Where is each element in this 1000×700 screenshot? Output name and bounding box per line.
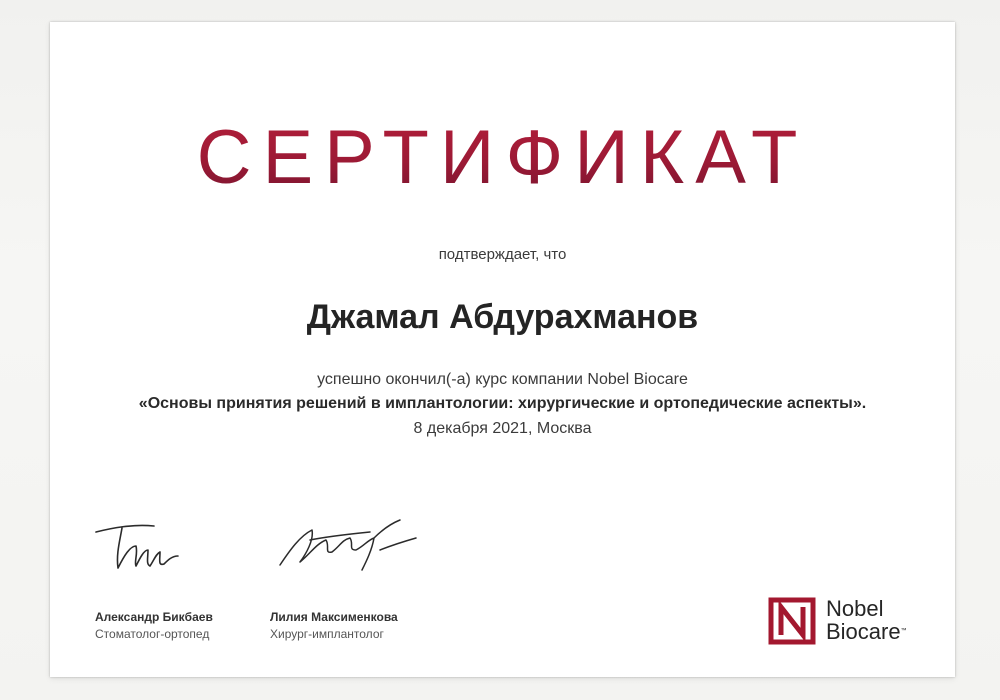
signer-2-role: Хирург-имплантолог: [270, 627, 384, 641]
course-title: «Основы принятия решений в имплантологии: хирургические и ортопедические аспекты».: [138, 395, 867, 412]
logo-line-2: [826, 620, 907, 643]
signer-1-name: Александр Бикбаев: [95, 610, 213, 624]
trademark-symbol: ™: [900, 628, 907, 634]
logo-line-1: Nobel: [826, 596, 884, 621]
nobel-biocare-logo: [768, 595, 928, 647]
signer-2: [270, 609, 398, 643]
logo-text: [826, 597, 907, 643]
nobel-biocare-n-icon: [768, 597, 816, 645]
certificate-sheet: [50, 22, 955, 677]
signer-1-role: Стоматолог-ортопед: [95, 627, 210, 641]
completion-text: успешно окончил(-а) курс компании Nobel Biocare: [317, 371, 688, 388]
signature-1-image: [92, 510, 182, 580]
certificate-title: СЕРТИФИКАТ: [50, 120, 955, 196]
signer-1: [95, 609, 213, 643]
signer-2-name: Лилия Максименкова: [270, 610, 398, 624]
logo-line-2-text: Biocare: [826, 619, 901, 644]
signature-2-image: [270, 510, 420, 580]
issue-date: 8 декабря 2021, Москва: [413, 420, 592, 437]
confirms-text: подтверждает, что: [438, 246, 567, 263]
recipient-name: Джамал Абдурахманов: [306, 298, 699, 336]
